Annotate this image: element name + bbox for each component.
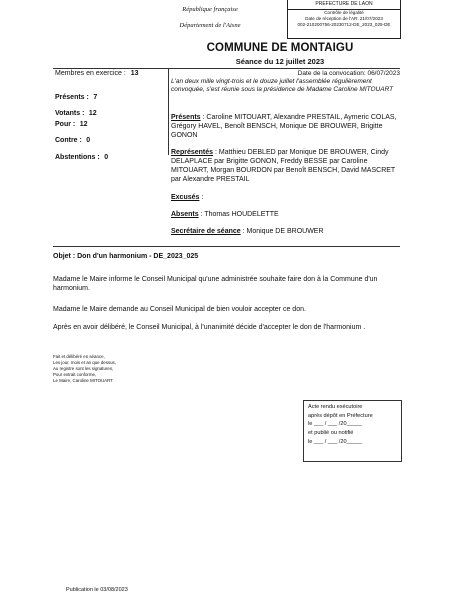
- excuses-label: Excusés: [171, 194, 200, 201]
- membres-row: [55, 70, 139, 77]
- closing-line-3: Au registre sont les signatures,: [53, 365, 114, 371]
- presents-count-value: 7: [93, 94, 98, 101]
- representes-list: : Matthieu DEBLED par Monique DE BROUWER, Cindy DELAPLACE par Brigitte GONON, Freddy BESSE par Caroline MITOUART, Morgan BOURDON par Benoît BENSCH, David MASCRET par Alexandre PRESTAIL: [171, 149, 396, 184]
- stamp-line-3: 002-210200756-20230712-DE_2023_025-DE: [297, 21, 391, 27]
- absents-list: : Thomas HOUDELETTE: [200, 211, 279, 218]
- secretaire-name: : Monique DE BROUWER: [242, 228, 324, 235]
- closing-line-5: Le Maire, Caroline MITOUART: [53, 377, 113, 383]
- abstentions-label: Abstentions :: [55, 154, 100, 161]
- box-line-5: le ___ / ___ /20_____: [308, 438, 363, 445]
- paragraph-1: Madame le Maire informe le Conseil Municipal qu'une administrée souhaite faire don à la Commune d'un harmonium.: [53, 276, 378, 293]
- closing-line-2: Les jour, mois et an que dessus,: [53, 359, 116, 365]
- executoire-box: [303, 400, 402, 462]
- commune-title: COMMUNE DE MONTAIGU: [206, 42, 354, 54]
- box-line-4: et publié ou notifié: [308, 429, 354, 436]
- seance-date: Séance du 12 juillet 2023: [235, 57, 325, 66]
- pour-value: 12: [79, 121, 88, 128]
- abstentions-value: 0: [104, 154, 109, 161]
- republic-header: [160, 6, 260, 31]
- publication-date: Publication le 03/08/2023: [66, 587, 128, 593]
- intro-text: L'an deux mille vingt-trois et le douze juillet l'assemblée régulièrement convoquée, s'est réunie sous la présidence de Madame Caroline MITOUART: [171, 78, 394, 94]
- presents-list: : Caroline MITOUART, Alexandre PRESTAIL, Aymeric COLAS, Grégory HAVEL, Benoît BENSCH, Monique DE BROUWER, Brigitte GONON: [171, 114, 397, 140]
- membres-value: 13: [130, 70, 139, 77]
- representes-label: Représentés: [171, 149, 214, 156]
- closing-line-1: Fait et délibéré en séance,: [53, 354, 105, 359]
- contre-row: [55, 129, 90, 147]
- box-line-2: après dépôt en Préfecture: [308, 412, 373, 419]
- pour-label: Pour :: [55, 121, 76, 128]
- convocation-date: Date de la convocation: 06/07/2023: [297, 70, 400, 77]
- paragraph-2: Madame le Maire demande au Conseil Municipal de bien vouloir accepter ce don.: [53, 306, 306, 313]
- membres-label: Membres en exercice :: [55, 70, 126, 77]
- abstentions-row: [55, 146, 108, 164]
- contre-label: Contre :: [55, 137, 82, 144]
- prefecture-stamp: [287, 0, 401, 39]
- secretaire-label: Secrétaire de séance: [171, 228, 241, 235]
- presents-count-label: Présents :: [55, 94, 89, 101]
- republique-label: République française: [182, 6, 238, 13]
- stamp-line-1: Contrôle de légalité: [324, 10, 364, 16]
- box-line-1: Acte rendu exécutoire: [308, 404, 363, 410]
- contre-value: 0: [86, 137, 91, 144]
- departement-label: Département de l'Aisne: [179, 21, 241, 29]
- presents-label: Présents: [171, 114, 201, 121]
- excuses-block: [171, 193, 400, 202]
- representes-block: [171, 148, 400, 184]
- closing-line-4: Pour extrait conforme,: [53, 371, 97, 377]
- stamp-line-2: Date de réception de l'AR: 21/07/2023: [305, 15, 383, 21]
- votants-value: 12: [88, 110, 97, 117]
- excuses-list: :: [201, 194, 204, 201]
- presents-block: [171, 113, 400, 140]
- paragraph-3: Après en avoir délibéré, le Conseil Municipal, à l'unanimité décide d'accepter le don de l'harmonium .: [53, 324, 366, 331]
- middle-divider: [53, 246, 400, 247]
- box-line-3: le ___ / ___ /20_____: [308, 421, 363, 428]
- objet-title: Objet : Don d'un harmonium - DE_2023_025: [53, 253, 199, 260]
- absents-block: [171, 210, 400, 219]
- column-divider: [168, 69, 169, 155]
- votants-label: Votants :: [55, 110, 85, 117]
- absents-label: Absents: [171, 211, 199, 218]
- closing-block: [53, 354, 116, 384]
- secretaire-block: [171, 227, 400, 236]
- stamp-title: PREFECTURE DE LAON: [288, 0, 400, 10]
- top-divider: [53, 68, 400, 69]
